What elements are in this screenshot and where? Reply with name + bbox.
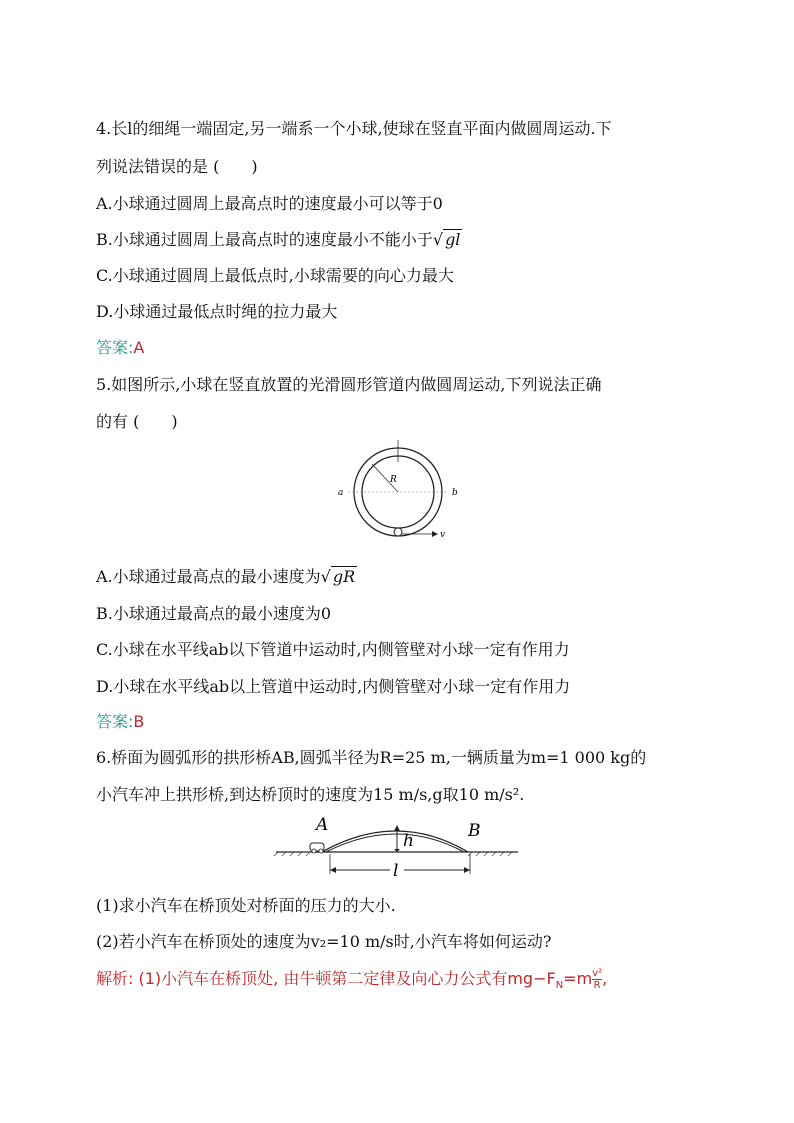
ball xyxy=(394,528,402,536)
q5-pipe-figure xyxy=(330,440,470,550)
solution-end: , xyxy=(602,969,608,988)
fraction-denominator: R xyxy=(593,980,601,991)
q4-option-b-radicand: gl xyxy=(445,230,461,249)
solution-text: : (1)小汽车在桥顶处, 由牛顿第二定律及向心力公式有mg−F xyxy=(128,969,556,988)
solution-fraction xyxy=(592,968,602,991)
sqrt-symbol: √ gl xyxy=(432,230,461,249)
q5-stem-line1: 5.如图所示,小球在竖直放置的光滑圆形管道内做圆周运动,下列说法正确 xyxy=(96,375,602,394)
radius-label: R xyxy=(390,475,397,485)
q4-option-d: D.小球通过最低点时绳的拉力最大 xyxy=(96,302,338,321)
q4-option-a: A.小球通过圆周上最高点时的速度最小可以等于0 xyxy=(96,194,443,213)
q6-sub1: (1)求小汽车在桥顶处对桥面的压力的大小. xyxy=(96,896,396,915)
solution-tail: =m xyxy=(563,969,593,988)
length-arrowhead-left xyxy=(330,867,336,873)
sqrt-symbol: √ gR xyxy=(320,567,356,586)
answer-label: 答案: xyxy=(96,338,134,357)
q6-sub2: (2)若小汽车在桥顶处的速度为v₂=10 m/s时,小汽车将如何运动? xyxy=(96,932,552,951)
answer-value: B xyxy=(133,712,145,731)
q5-stem-line2: 的有 ( ) xyxy=(96,412,178,431)
label-b: b xyxy=(452,488,458,498)
q4-stem-line2: 列说法错误的是 ( ) xyxy=(96,157,258,176)
q6-bridge-figure xyxy=(272,812,522,882)
height-arrowhead-up xyxy=(394,825,400,831)
q5-option-d: D.小球在水平线ab以上管道中运动时,内侧管壁对小球一定有作用力 xyxy=(96,677,571,696)
solution-label: 解析 xyxy=(96,969,129,988)
q5-option-c: C.小球在水平线ab以下管道中运动时,内侧管壁对小球一定有作用力 xyxy=(96,640,570,659)
q5-option-b: B.小球通过最高点的最小速度为0 xyxy=(96,604,332,623)
q4-option-b-text: B.小球通过圆周上最高点时的速度最小不能小于 xyxy=(96,230,433,249)
label-v: v xyxy=(440,530,446,540)
car-wheel-icon xyxy=(312,849,316,853)
q5-option-a-text: A.小球通过最高点的最小速度为 xyxy=(96,567,321,586)
velocity-arrowhead xyxy=(432,531,438,537)
label-a: a xyxy=(338,488,344,498)
q5-option-a-radicand: gR xyxy=(332,567,356,586)
length-arrowhead-right xyxy=(464,867,470,873)
car-wheel-icon xyxy=(319,849,323,853)
fraction-numerator: v² xyxy=(592,968,603,979)
label-A: A xyxy=(316,815,329,835)
answer-value: A xyxy=(133,338,145,357)
q5-option-a xyxy=(96,564,357,587)
label-l: l xyxy=(393,861,399,881)
q5-answer xyxy=(96,709,144,732)
label-h: h xyxy=(403,831,414,851)
q6-solution xyxy=(96,966,607,991)
label-B: B xyxy=(468,821,481,841)
solution-sub: N xyxy=(555,980,564,992)
q4-stem-line1: 4.长l的细绳一端固定,另一端系一个小球,使球在竖直平面内做圆周运动.下 xyxy=(96,119,612,138)
q4-answer xyxy=(96,335,144,358)
q4-option-b xyxy=(96,227,462,250)
q6-stem-line2: 小汽车冲上拱形桥,到达桥顶时的速度为15 m/s,g取10 m/s². xyxy=(96,785,525,804)
answer-label: 答案: xyxy=(96,712,134,731)
q6-stem-line1: 6.桥面为圆弧形的拱形桥AB,圆弧半径为R=25 m,一辆质量为m=1 000 kg的 xyxy=(96,748,647,767)
q4-option-c: C.小球通过圆周上最低点时,小球需要的向心力最大 xyxy=(96,266,454,285)
